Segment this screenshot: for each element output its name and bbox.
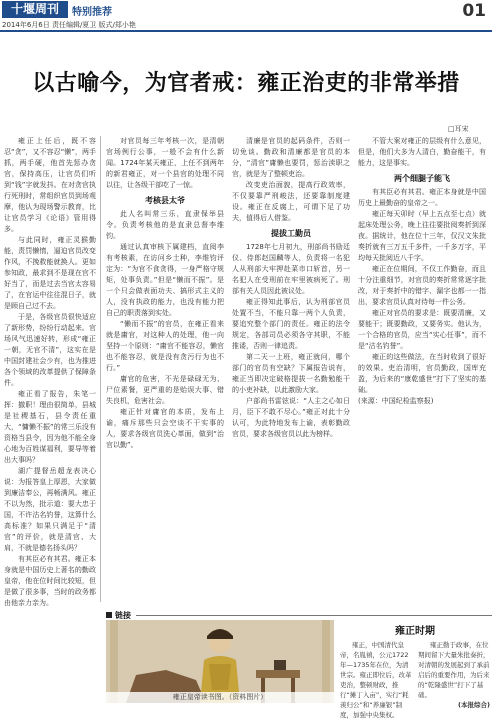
portrait-image xyxy=(106,620,334,703)
article-paragraph: 有其臣必有其君。雍正本身就是中国历史上最勤奋的皇帝之一。 xyxy=(358,188,486,207)
page-header xyxy=(0,0,492,30)
box-source: (本报综合) xyxy=(458,701,490,709)
box-text-1 xyxy=(340,640,412,719)
article-paragraph: 改变吏治面貌，提高行政效率，不仅要靠严刑峻法，还要靠制度建设。雍正在反腐上，可谓下足了功夫，值得后人借鉴。 xyxy=(232,181,350,222)
article-paragraph: 第二天一上班，雍正就问，哪个部门的官员有空缺？下属报告说有，雍正当即决定破格提拔一名勤勉能干的小吏补缺，以此激励大家。 xyxy=(232,353,350,394)
subheading: 考核县太爷 xyxy=(145,196,185,205)
article-paragraph: 庸官的危害，不光是碌碌无为、尸位素餐，更严重的是贻误大事、错失良机，危害社会。 xyxy=(106,375,224,405)
article-paragraph: 湖广提督岳超龙表决心说：为报答皇上厚恩，大家做到廉洁奉公，再畅满风。雍正不以为然，批示道：要大忠于国，不许沽名钓誉，这算什么高标准？如果只满足于“清官”的评价，就是清官、大肩，不就是德名扬头吗？ xyxy=(4,467,96,552)
section-label: 特别推荐 xyxy=(72,7,112,18)
page-number: 01 xyxy=(462,1,486,21)
subheading: 两个细腿子能飞 xyxy=(394,174,450,183)
article-paragraph: 有其臣必有其君。雍正本身就是中国历史上著名的勤政皇帝，他在位时间比较短，但是做了很多事，当时的政务都由他亲力亲为。 xyxy=(4,555,96,607)
box-text-2 xyxy=(418,640,490,709)
article-paragraph: 雍正得知此事后，认为刑部官员处置不当，不能只靠一两个人负责，要追究整个部门的责任。雍正的法令规定，各部司员必须各守其职，不能推诿，否则一律追责。 xyxy=(232,298,350,350)
article-column-2 xyxy=(106,136,224,594)
box-title: 雍正时期 xyxy=(395,626,435,637)
link-label: 链接 xyxy=(115,611,131,620)
article-paragraph: 不管大案对雍正的层级有什么意见，但是，他们大多为人清白，勤奋能干，有能力，这是事实。 xyxy=(358,137,486,167)
article-paragraph: 此人名叫常三乐，直隶保举县令。负责考核他的是直隶总督李维钧。 xyxy=(106,210,224,240)
article-paragraph: 雍正对官员的要求是：既要清廉，又要能干；既要勤政，又要务实。他认为，一个合格的官员，应当“实心任事”，而不是“沽名钓誉”。 xyxy=(358,309,486,350)
source-note: (来源：中国纪检监察报) xyxy=(358,397,434,405)
article-paragraph: 雍正上任后，既不容忍“贪”，又不容忍“懒”，两手抓，两手硬，他首先惩办贪官，保持高压，让官员们听到“钱”字就发抖。在对贪官执行死刑时，常组织官员到场观摩，他认为现场警示教育，比让官员学习《论语》管用得多。 xyxy=(4,137,96,233)
issue-meta: 2014年6月6日 责任编辑/夏卫 版式/郑小艳 xyxy=(2,21,136,29)
headline: 以古喻今，为官者戒：雍正治吏的非常举措 xyxy=(32,71,460,96)
article-paragraph: 于是，各级官员很快适应了新形势，纷纷行动起来。官场风气迅速好转，形成“雍正一朝，无官不清”，这实在是中国封建社会少有，也为推进各个领域的改革提供了保障条件。 xyxy=(4,313,96,387)
article-paragraph: 户部尚书雷铉说：“人主之心如日月，臣下不敢不尽心。”雍正对此十分认可，为此特地发布上谕，表彰勤政官员，要求各级官员以此为榜样。 xyxy=(232,397,350,438)
article-paragraph: 雍正每天卯时（早上五点至七点）就起床处理公务，晚上往往要批阅奏折到深夜。据统计，他在位十三年，仅汉文朱批奏折就有三万五千多件，一千多万字，平均每天批阅近八千字。 xyxy=(358,210,486,262)
link-section-header xyxy=(106,610,492,620)
article-paragraph: 1728年七月初九，刑部尚书励廷仪、侍郎赵国麟等人，负责将一名犯人从刑部大牢押赴菜市口斩首，另一名犯人在受刑前在牢里被病死了。刑部有关人员因此被议处。 xyxy=(232,243,350,295)
box-paragraph: 雍正勤于政事，在位期间留下大量朱批奏折，对清朝的发展起到了承前启后的重要作用，为后来的“乾隆盛世”打下了基础。 xyxy=(418,641,490,699)
article-paragraph: “懒而不振”的官员，在雍正看来就是庸官，对这种人的处理，他一向坚持一个原则：“庸官不能容忍，懒官也不能容忍，就是没有贪污行为也不行。” xyxy=(106,320,224,372)
byline: □耳宋 xyxy=(448,125,469,133)
link-rule xyxy=(136,615,492,616)
article-column-1 xyxy=(4,136,96,607)
article-paragraph: 雍正的这些做法，在当时收到了很好的效果。吏治清明，官员勤政，国库充盈，为后来的“康乾盛世”打下了坚实的基础。 xyxy=(358,353,486,394)
article-paragraph: 雍正看了报告，朱笔一挥：撤职！理由很简单，县城是社稷基石，县令责任重大，“慵懒不振”的常三乐没有资格当县令，因为他不能全身心地为百姓谋福利，要导等着出大事吗？ xyxy=(4,390,96,464)
article-paragraph: 与此同时，雍正灵猴勤能，责罚懒惰，逼迫官员改变作风，不挽救能就换人。更如参知政，最求到不是现在官不好当了，而是过去当官太容易了，在官运中往往混日子，就是顾自己过不去。 xyxy=(4,236,96,310)
article-column-4 xyxy=(358,136,486,594)
article-paragraph: 通过认真审核下属建档，直阅李有考核素，在访问乡土种，李维钧评定为：“为官不食贪得，一身严格守规矩，处事负责。”但是“懒而不振”。是一个只会做表面功夫、搞形式主义的人，没有执政的能力，也没有能力把自己的职责落到实处。 xyxy=(106,243,224,317)
masthead-title: 十堰周刊 xyxy=(2,1,68,18)
article-paragraph: 清廉是官员的起码条件，否则一切免谈。勤政和清廉都是官员的本分，“清官”庸懒也要罚，惩治渎职之官，就是为了整顿吏治。 xyxy=(232,137,350,178)
article-paragraph: 雍正在位期间，不仅工作勤奋，而且十分注重细节，对官员的奏折常常逐字批改，对于奏折中的错字、漏字也都一一指出，要求官员认真对待每一件公务。 xyxy=(358,265,486,306)
box-paragraph: 雍正，中国清代皇帝，名胤禛，公元1722年—1735年在位，为清世宗。雍正即位后，改革吏治，整顿财政，推行“摊丁入亩”，实行“耗羡归公”和“养廉银”制度，加强中央集权。 xyxy=(340,641,412,719)
square-bullet-icon xyxy=(106,612,112,618)
emperor-portrait-illustration xyxy=(106,620,334,703)
article-paragraph: 雍正针对庸官的本质，发布上谕，痛斥那些只会空谈不干实事的人，要求各级官员洗心革面，做到“治官以勤”。 xyxy=(106,408,224,449)
subheading: 提拔工勤员 xyxy=(271,229,311,238)
portrait-caption: 雍正皇帝读书图。（资料图片） xyxy=(106,692,334,703)
header-rule xyxy=(0,30,492,32)
article-paragraph: 对官员每三年考核一次，是清朝官场例行公事，一般不会有什么新闻。1724年某天雍正，上任不到两年的新君雍正，对一个县官的处理不同以往，让各级干部吃了一惊。 xyxy=(106,137,224,189)
article-column-3 xyxy=(232,136,350,594)
column-divider xyxy=(100,136,101,602)
